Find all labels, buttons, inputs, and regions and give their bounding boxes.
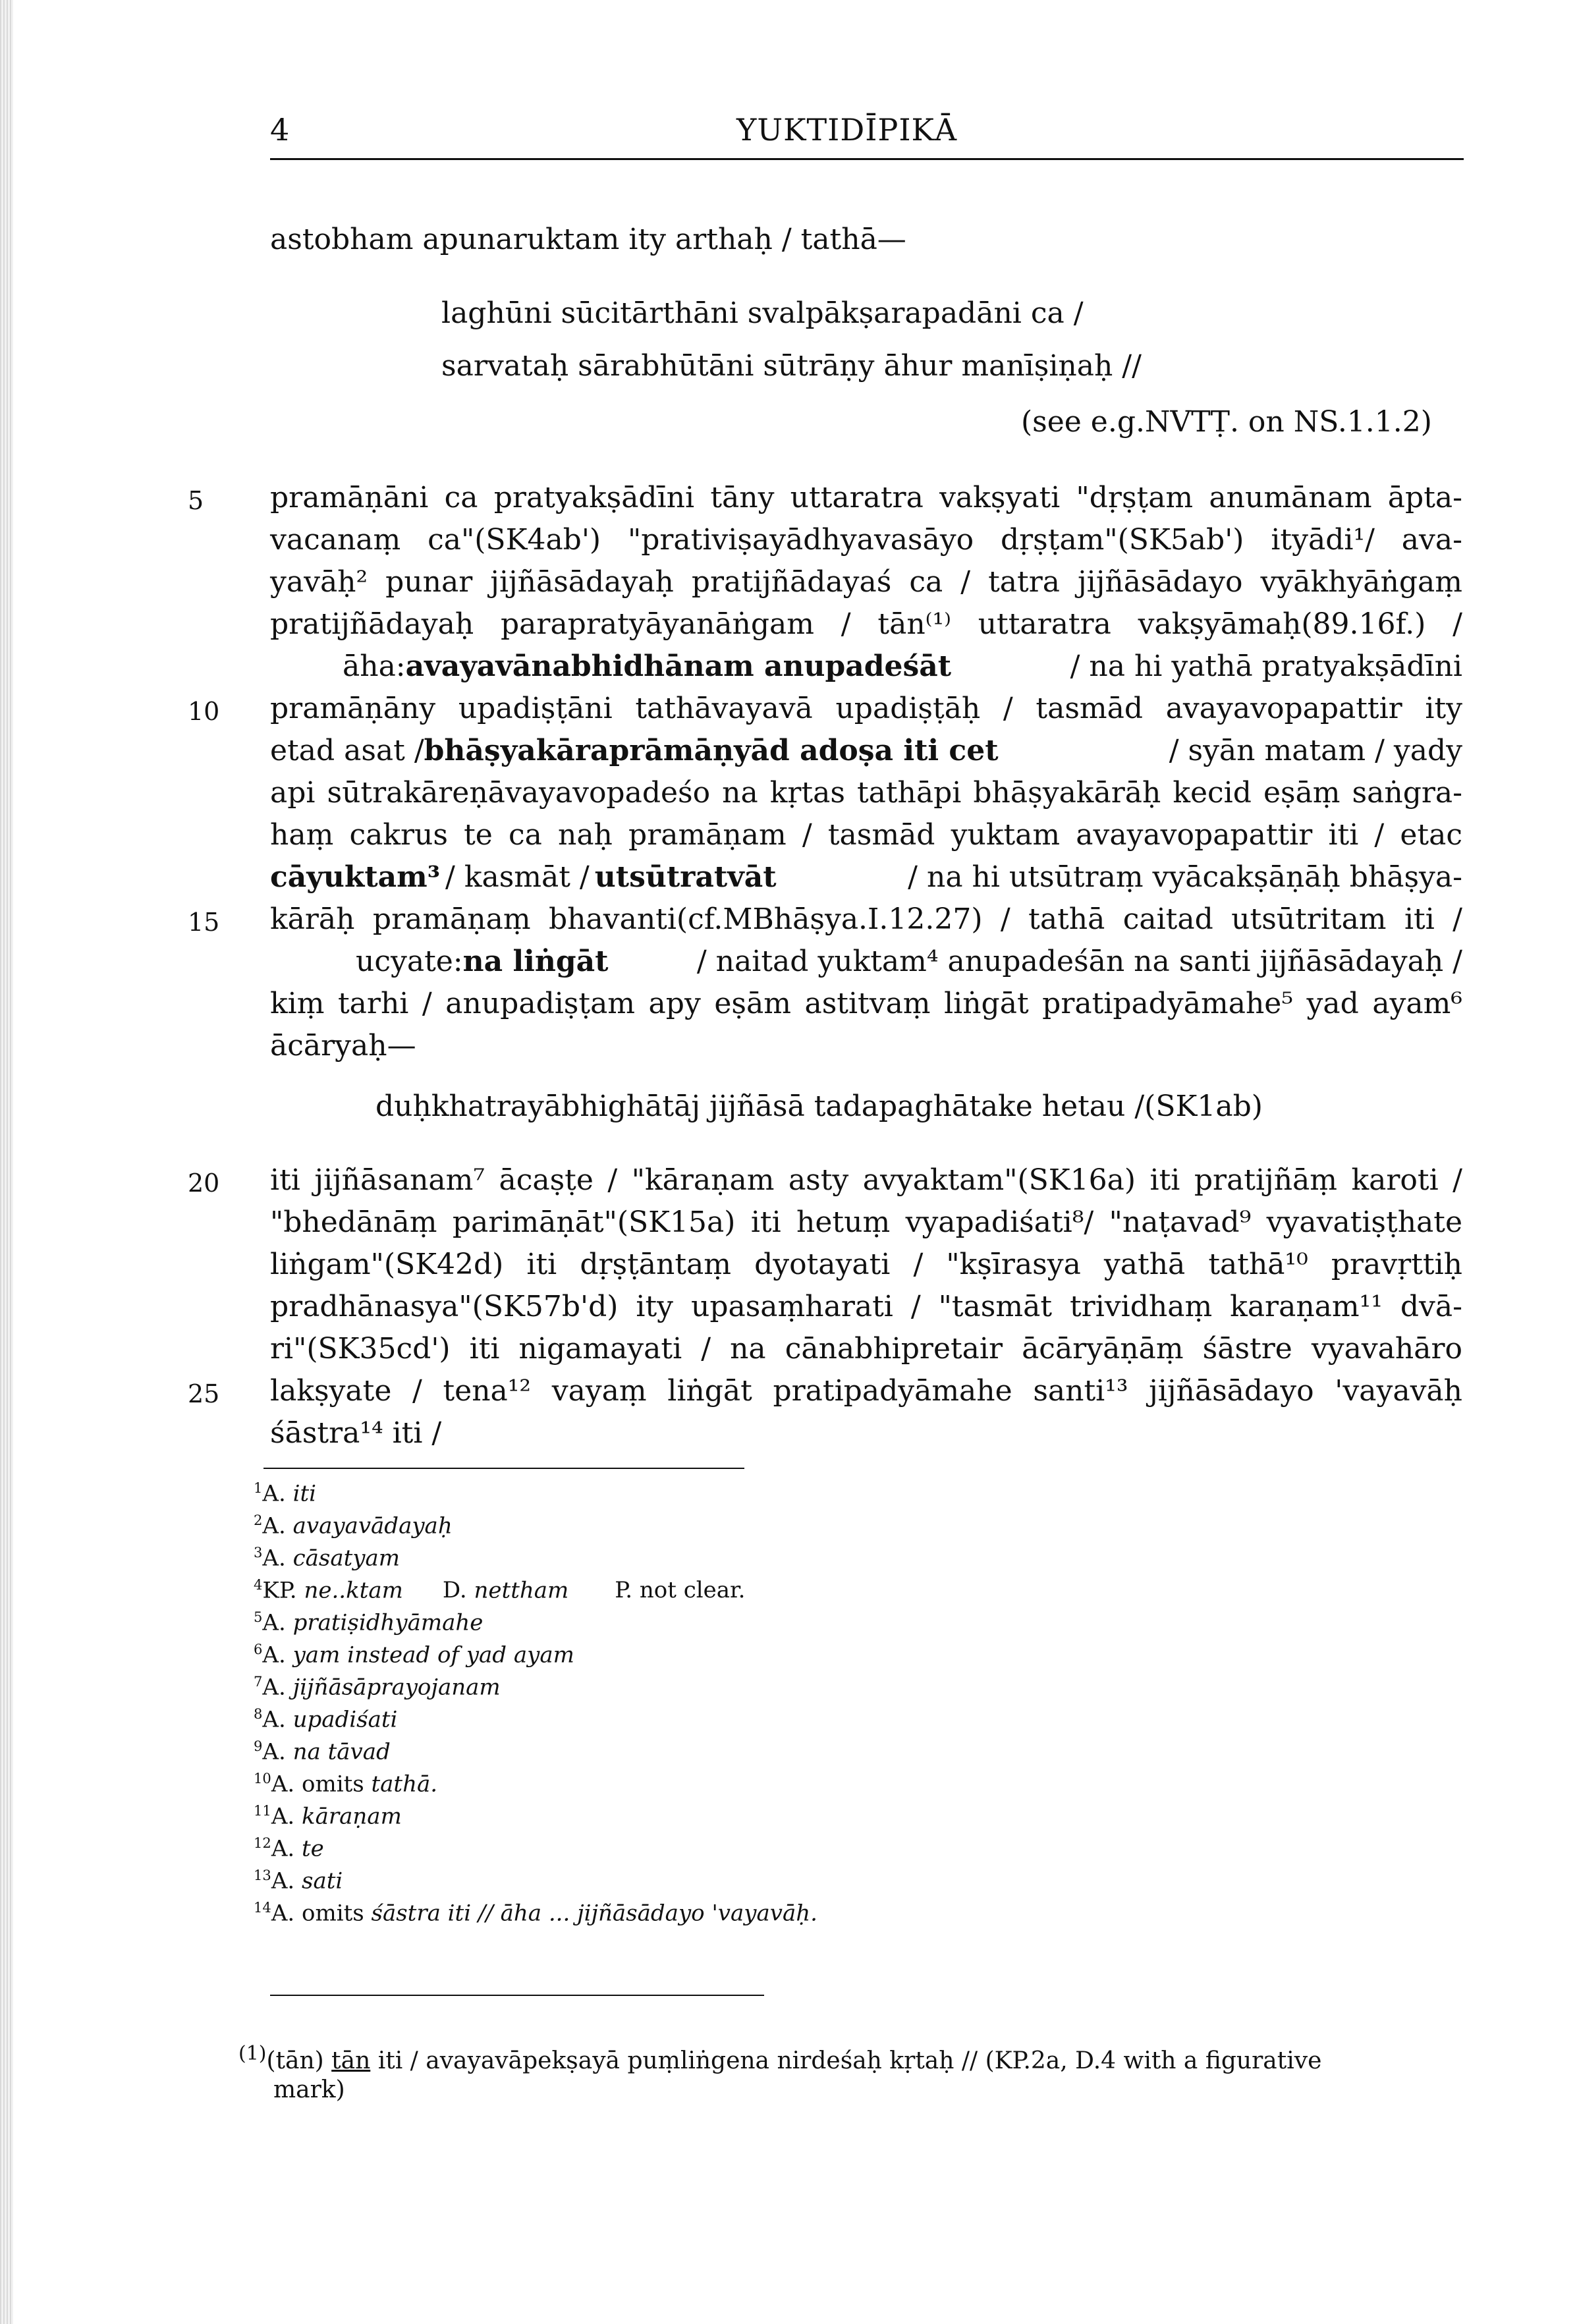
body-line-11 xyxy=(270,734,1462,767)
body-line: kiṃ tarhi / anupadiṣṭam apy eṣām astitvaṃ liṅgāt pratipadyāmahe⁵ yad ayam⁶ xyxy=(270,987,1462,1020)
text-run: / na hi yathā pratyakṣādīni xyxy=(1070,650,1462,683)
binding-edge xyxy=(0,0,13,2324)
body-line: ācāryaḥ— xyxy=(270,1029,416,1063)
body-line: pradhānasya"(SK57b'd) ity upasaṃharati / "tasmāt trividhaṃ karaṇam¹¹ dvā- xyxy=(270,1290,1462,1323)
text-run: āha: xyxy=(343,650,406,683)
body-line: pramāṇāni ca pratyakṣādīni tāny uttaratra vakṣyati "dṛṣṭam anumānam āpta- xyxy=(270,481,1462,514)
footnote: $^8$A. upadiśati xyxy=(254,1705,398,1733)
body-line: yavāḥ² punar jijñāsādayaḥ pratijñādayaś ca / tatra jijñāsādayo vyākhyāṅgaṃ xyxy=(270,565,1462,599)
verse-line: laghūni sūcitārthāni svalpākṣarapadāni ca / xyxy=(441,296,1084,330)
endnote-mark: (1) xyxy=(238,2042,267,2065)
bold-run: cāyuktam³ xyxy=(270,860,441,894)
footnote: $^{13}$A. sati xyxy=(254,1867,343,1895)
bold-run: bhāṣyakāraprāmāṇyād adoṣa iti cet xyxy=(424,734,999,767)
verse-line: duḥkhatrayābhighātāj jijñāsā tadapaghātake hetau /(SK1ab) xyxy=(375,1090,1263,1123)
page-number: 4 xyxy=(270,112,290,148)
line-number: 10 xyxy=(188,697,220,726)
text-run: ucyate: xyxy=(356,945,463,978)
endnote-rule xyxy=(270,1995,764,1996)
body-line: pramāṇāny upadiṣṭāni tathāvayavā upadiṣṭāḥ / tasmād avayavopapattir ity xyxy=(270,692,1462,725)
line-number: 20 xyxy=(188,1169,220,1198)
footnote: $^{12}$A. te xyxy=(254,1835,324,1862)
line-number: 5 xyxy=(188,486,204,515)
footnote: $^{14}$A. omits śāstra iti // āha ... jijñāsādayo 'vayavāḥ. xyxy=(254,1899,817,1927)
body-line: ri"(SK35cd') iti nigamayati / na cānabhipretair ācāryāṇāṃ śāstre vyavahāro xyxy=(270,1332,1462,1366)
bold-run: utsūtratvāt xyxy=(594,860,777,894)
footnote: $^5$A. pratiṣidhyāmahe xyxy=(254,1609,484,1636)
footnote-rule xyxy=(263,1468,744,1469)
footnote: $^{11}$A. kāraṇam xyxy=(254,1802,402,1830)
footnote: $^7$A. jijñāsāprayojanam xyxy=(254,1673,501,1701)
text-run: etad asat / xyxy=(270,734,424,767)
body-line-16 xyxy=(356,945,1462,978)
body-line: kārāḥ pramāṇaṃ bhavanti(cf.MBhāṣya.I.12.27) / tathā caitad utsūtritam iti / xyxy=(270,902,1462,936)
text-run: / naitad yuktam⁴ anupadeśān na santi jijñāsādayaḥ / xyxy=(696,945,1462,978)
footnote: $^6$A. yam instead of yad ayam xyxy=(254,1641,574,1669)
body-line: api sūtrakāreṇāvayavopadeśo na kṛtas tathāpi bhāṣyakārāḥ kecid eṣāṃ saṅgra- xyxy=(270,776,1462,810)
body-line: iti jijñāsanam⁷ ācaṣṭe / "kāraṇam asty avyaktam"(SK16a) iti pratijñāṃ karoti / xyxy=(270,1163,1462,1197)
body-line: pratijñādayaḥ parapratyāyanāṅgam / tān⁽¹⁾ uttaratra vakṣyāmaḥ(89.16f.) / xyxy=(270,607,1462,641)
text-run: / syān matam / yady xyxy=(1169,734,1462,767)
body-line: astobham apunaruktam ity arthaḥ / tathā— xyxy=(270,223,906,256)
footnote: $^2$A. avayavādayaḥ xyxy=(254,1512,453,1539)
body-line: "bhedānāṃ parimāṇāt"(SK15a) iti hetuṃ vyapadiśati⁸/ "naṭavad⁹ vyavatiṣṭhate xyxy=(270,1205,1462,1239)
running-title: YUKTIDĪPIKĀ xyxy=(736,112,958,148)
header-rule xyxy=(270,158,1464,160)
body-line: śāstra¹⁴ iti / xyxy=(270,1416,442,1450)
line-number: 25 xyxy=(188,1379,220,1408)
body-line: lakṣyate / tena¹² vayaṃ liṅgāt pratipadyāmahe santi¹³ jijñāsādayo 'vayavāḥ xyxy=(270,1374,1462,1408)
line-number: 15 xyxy=(188,908,220,937)
endnote-continuation: mark) xyxy=(273,2076,345,2103)
text-run: / na hi utsūtraṃ vyācakṣāṇāḥ bhāṣya- xyxy=(908,860,1462,894)
body-line: haṃ cakrus te ca naḥ pramāṇam / tasmād yuktam avayavopapattir iti / etac xyxy=(270,818,1462,852)
footnote: $^4$KP. ne..ktam D. nettham P. not clear. xyxy=(254,1576,746,1604)
bold-run: na liṅgāt xyxy=(462,945,609,978)
footnote: $^{10}$A. omits tathā. xyxy=(254,1770,438,1798)
reference: (see e.g.NVTṬ. on NS.1.1.2) xyxy=(1021,405,1432,439)
body-line-9 xyxy=(343,650,1462,683)
verse-line: sarvataḥ sārabhūtāni sūtrāṇy āhur manīṣiṇaḥ // xyxy=(441,349,1142,383)
footnote: $^3$A. cāsatyam xyxy=(254,1544,401,1572)
underlined-word: tān xyxy=(331,2047,371,2074)
footnote: $^1$A. iti xyxy=(254,1480,317,1507)
endnote: $^{(1)}$(tān) tān iti / avayavāpekṣayā puṃliṅgena nirdeśaḥ kṛtaḥ // (KP.2a, D.4 with a figurative xyxy=(238,2042,1322,2074)
footnote: $^9$A. na tāvad xyxy=(254,1738,391,1765)
bold-run: avayavānabhidhānam anupadeśāt xyxy=(405,650,952,683)
text-run: / kasmāt / xyxy=(445,860,590,894)
body-line-14 xyxy=(270,860,1462,894)
body-line: liṅgam"(SK42d) iti dṛṣṭāntaṃ dyotayati / "kṣīrasya yathā tathā¹⁰ pravṛttiḥ xyxy=(270,1248,1462,1281)
body-line: vacanaṃ ca"(SK4ab') "prativiṣayādhyavasāyo dṛṣṭam"(SK5ab') ityādi¹/ ava- xyxy=(270,523,1462,557)
